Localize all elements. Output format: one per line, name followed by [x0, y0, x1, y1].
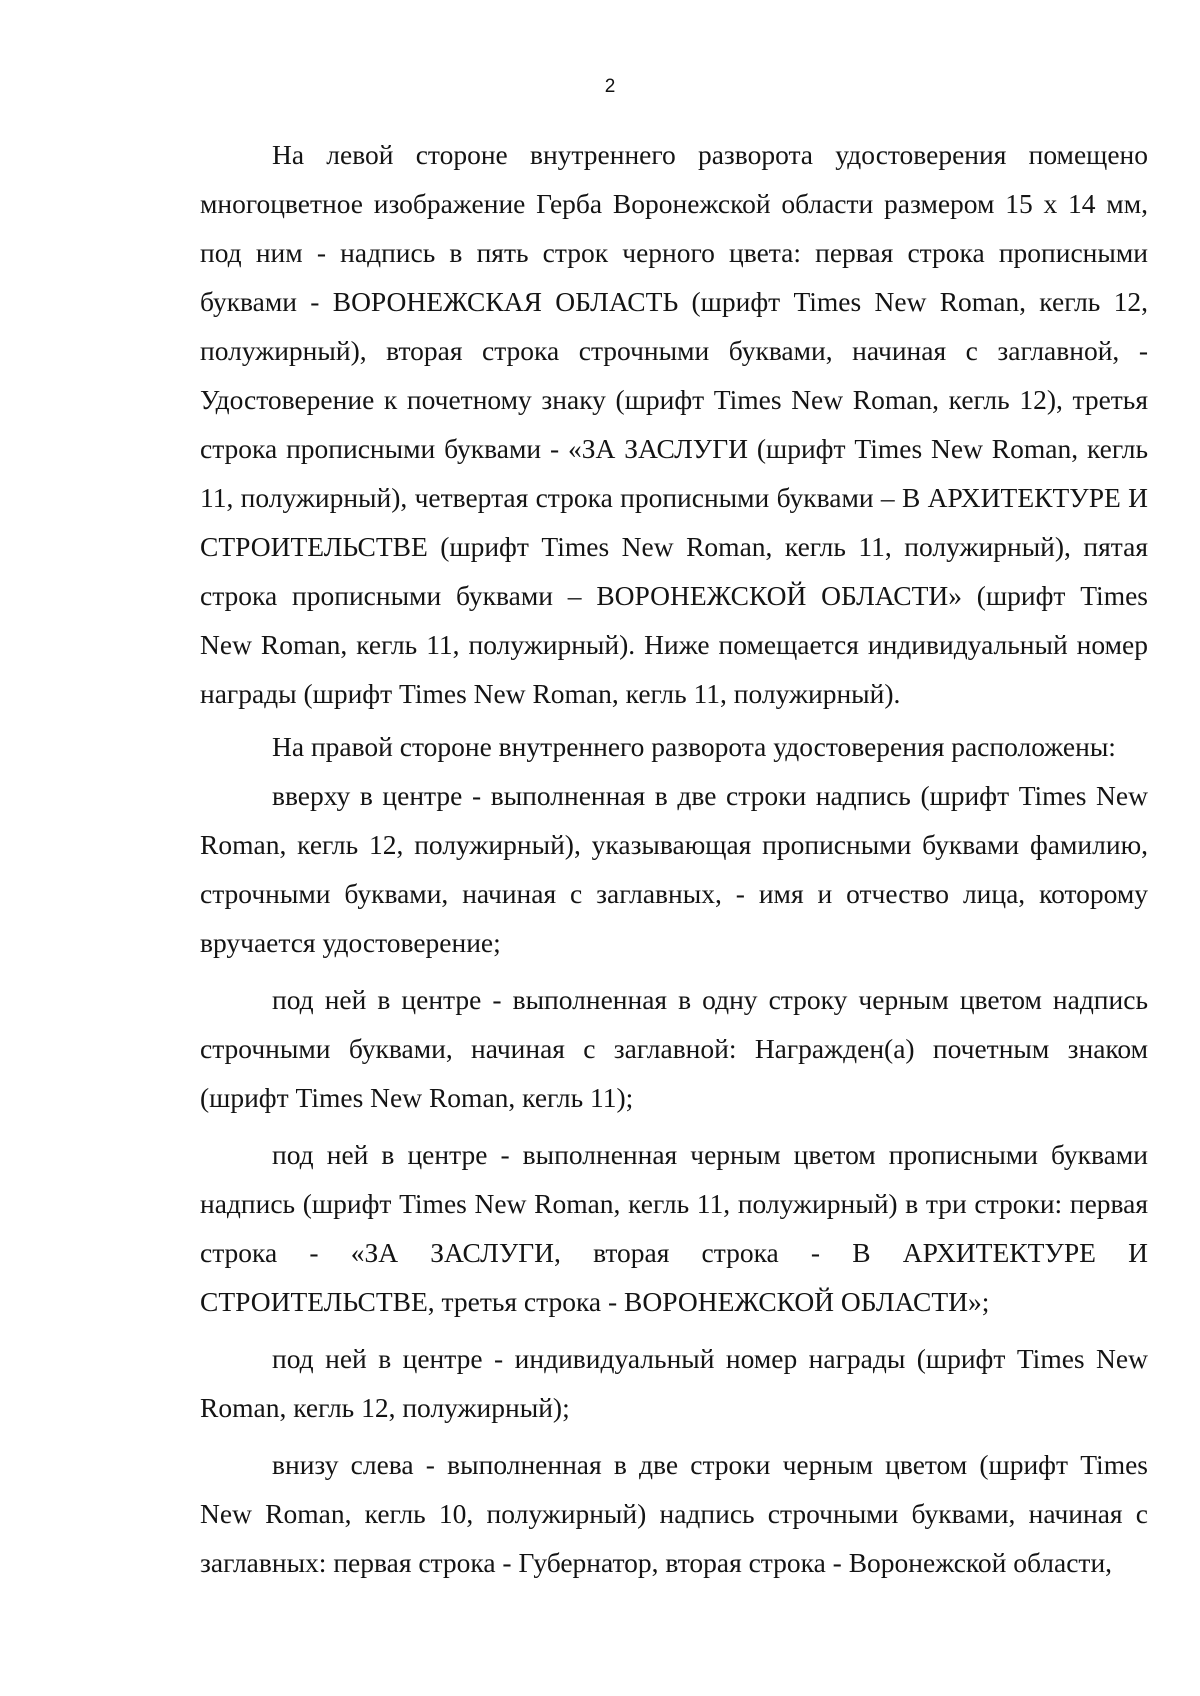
paragraph-award-number: под ней в центре - индивидуальный номер награды (шрифт Times New Roman, кегль 12, полужирный); — [200, 1343, 1148, 1423]
paragraph-top-center-name: вверху в центре - выполненная в две строки надпись (шрифт Times New Roman, кегль 12, полужирный), указывающая прописными буквами фамилию, строчными буквами, начиная с заглавных, - имя и отчество лица, которому вручается удостоверение; — [200, 780, 1148, 958]
paragraph-left-side-description: На левой стороне внутреннего разворота удостоверения помещено многоцветное изображение Герба Воронежской области размером 15 х 14 мм, под ним - надпись в пять строк черного цвета: первая строка прописными буквами - ВОРОНЕЖСКАЯ ОБЛАСТЬ (шрифт Times New Roman, кегль 12, полужирный), вторая строка строчными буквами, начиная с заглавной, - Удостоверение к почетному знаку (шрифт Times New Roman, кегль 12), третья строка прописными буквами - «ЗА ЗАСЛУГИ (шрифт Times New Roman, кегль 11, полужирный), четвертая строка прописными буквами – В АРХИТЕКТУРЕ И СТРОИТЕЛЬСТВЕ (шрифт Times New Roman, кегль 11, полужирный), пятая строка прописными буквами – ВОРОНЕЖСКОЙ ОБЛАСТИ» (шрифт Times New Roman, кегль 11, полужирный). Ниже помещается индивидуальный номер награды (шрифт Times New Roman, кегль 11, полужирный). — [200, 139, 1148, 709]
paragraph-right-side-intro: На правой стороне внутреннего разворота удостоверения расположены: — [272, 731, 1116, 762]
page-number: 2 — [604, 76, 616, 97]
paragraph-awarded-caption: под ней в центре - выполненная в одну строку черным цветом надпись строчными буквами, начиная с заглавной: Награжден(а) почетным знаком (шрифт Times New Roman, кегль 11); — [200, 984, 1148, 1113]
paragraph-award-title: под ней в центре - выполненная черным цветом прописными буквами надпись (шрифт Times New Roman, кегль 11, полужирный) в три строки: первая строка - «ЗА ЗАСЛУГИ, вторая строка - В АРХИТЕКТУРЕ И СТРОИТЕЛЬСТВЕ, третья строка - ВОРОНЕЖСКОЙ ОБЛАСТИ»; — [200, 1139, 1148, 1317]
paragraph-bottom-left-signature: внизу слева - выполненная в две строки черным цветом (шрифт Times New Roman, кегль 10, полужирный) надпись строчными буквами, начиная с заглавных: первая строка - Губернатор, вторая строка - Воронежской области, — [200, 1449, 1148, 1578]
document-body — [200, 130, 1148, 1587]
